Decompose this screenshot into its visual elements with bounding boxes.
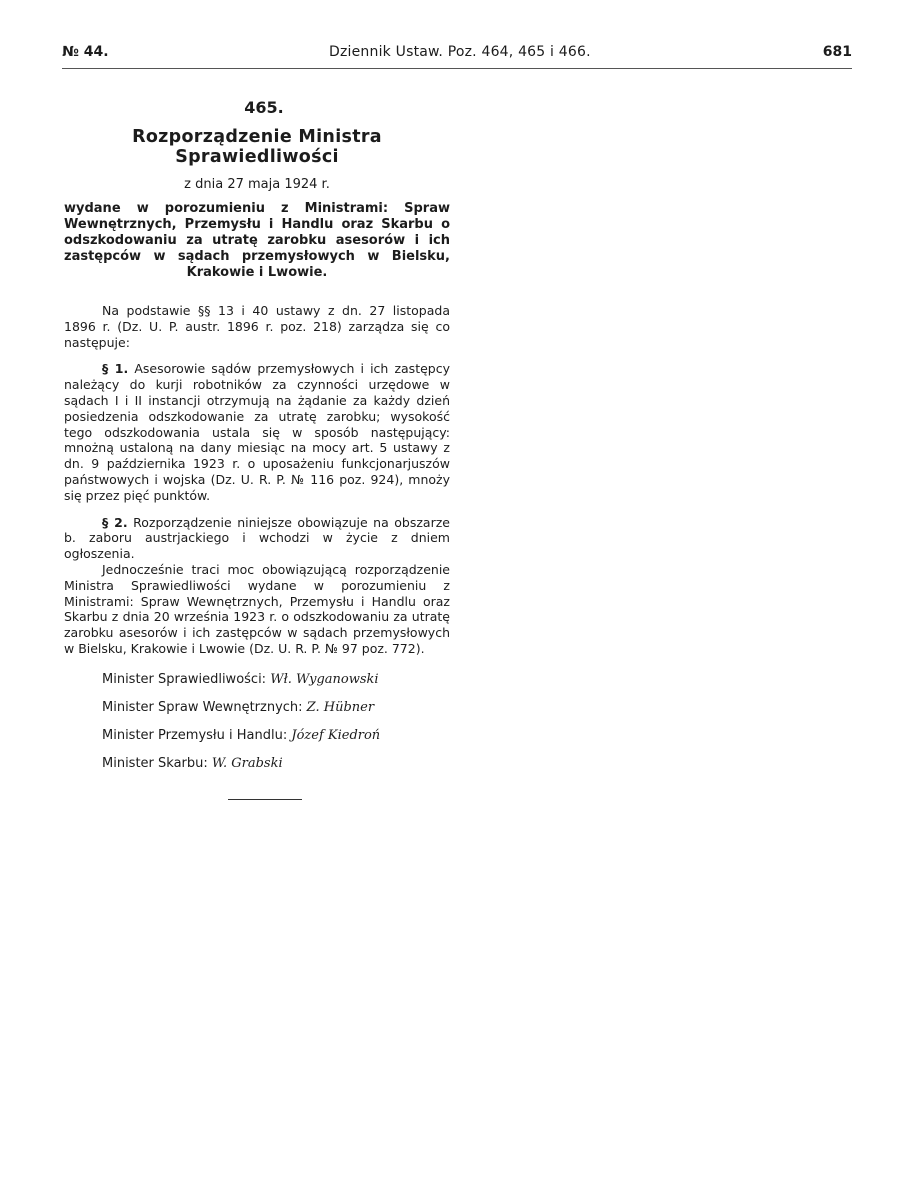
act-title: Rozporządzenie Ministra Sprawiedliwości (132, 127, 382, 167)
act-subtitle: wydane w porozumieniu z Ministrami: Spraw Wewnętrznych, Przemysłu i Handlu oraz Skarbu o odszkodowaniu za utratę zarobku asesorów i ich zastępców w sądach przemysłowych w Bielsku, Krakowie i Lwowie. (64, 201, 450, 280)
signature-block (64, 671, 450, 772)
act-number: 465. (244, 98, 284, 117)
preamble-paragraph: Na podstawie §§ 13 i 40 ustawy z dn. 27 listopada 1896 r. (Dz. U. P. austr. 1896 r. poz. 218) zarządza się co następuje: (64, 303, 450, 350)
signature-role: Minister Sprawiedliwości: (102, 671, 267, 687)
page-number: 681 (822, 44, 852, 60)
signature-name: Wł. Wyganowski (270, 671, 379, 687)
signature-line (102, 671, 450, 688)
issue-number: № 44. (62, 44, 109, 60)
signature-role: Minister Spraw Wewnętrznych: (102, 699, 303, 715)
signature-role: Minister Skarbu: (102, 755, 208, 771)
signature-line (102, 755, 450, 772)
section-2-paragraph (64, 515, 450, 562)
act-date: z dnia 27 maja 1924 r. (184, 177, 330, 192)
signature-line (102, 727, 450, 744)
journal-title: Dziennik Ustaw. Poz. 464, 465 i 466. (329, 44, 591, 60)
section-2-label: § 2. (102, 514, 128, 530)
signature-name: Józef Kiedroń (291, 727, 381, 743)
repeal-paragraph: Jednocześnie traci moc obowiązującą rozporządzenie Ministra Sprawiedliwości wydane w porozumieniu z Ministrami: Spraw Wewnętrznych, Przemysłu i Handlu oraz Skarbu z dnia 20 września 1923 r. o odszkodowaniu za utratę zarobku asesorów i ich zastępców w sądach przemysłowych w Bielsku, Krakowie i Lwowie (Dz. U. R. P. № 97 poz. 772). (64, 561, 450, 656)
closing-divider (228, 799, 302, 800)
act-column (64, 98, 450, 800)
section-2-text: Rozporządzenie niniejsze obowiązuje na obszarze b. zaboru austrjackiego i wchodzi w życie z dniem ogłoszenia. (64, 514, 450, 562)
signature-name: Z. Hübner (306, 699, 375, 715)
section-1-paragraph (64, 361, 450, 503)
page-header (62, 44, 852, 69)
signature-role: Minister Przemysłu i Handlu: (102, 727, 288, 743)
section-1-label: § 1. (102, 361, 129, 377)
section-1-text: Asesorowie sądów przemysłowych i ich zastępcy należący do kurji robotników za czynności urzędowe w sądach I i II instancji otrzymują na żądanie za każdy dzień posiedzenia odszkodowanie za utratę zarobku; wysokość tego odszkodowania ustala się w sposób następujący: mnożną ustaloną na dany miesiąc na mocy art. 5 ustawy z dn. 9 października 1923 r. o uposażeniu funkcjonarjuszów państwowych i wojska (Dz. U. R. P. № 116 poz. 924), mnoży się przez pięć punktów. (64, 361, 450, 503)
signature-line (102, 699, 450, 716)
signature-name: W. Grabski (211, 755, 283, 771)
